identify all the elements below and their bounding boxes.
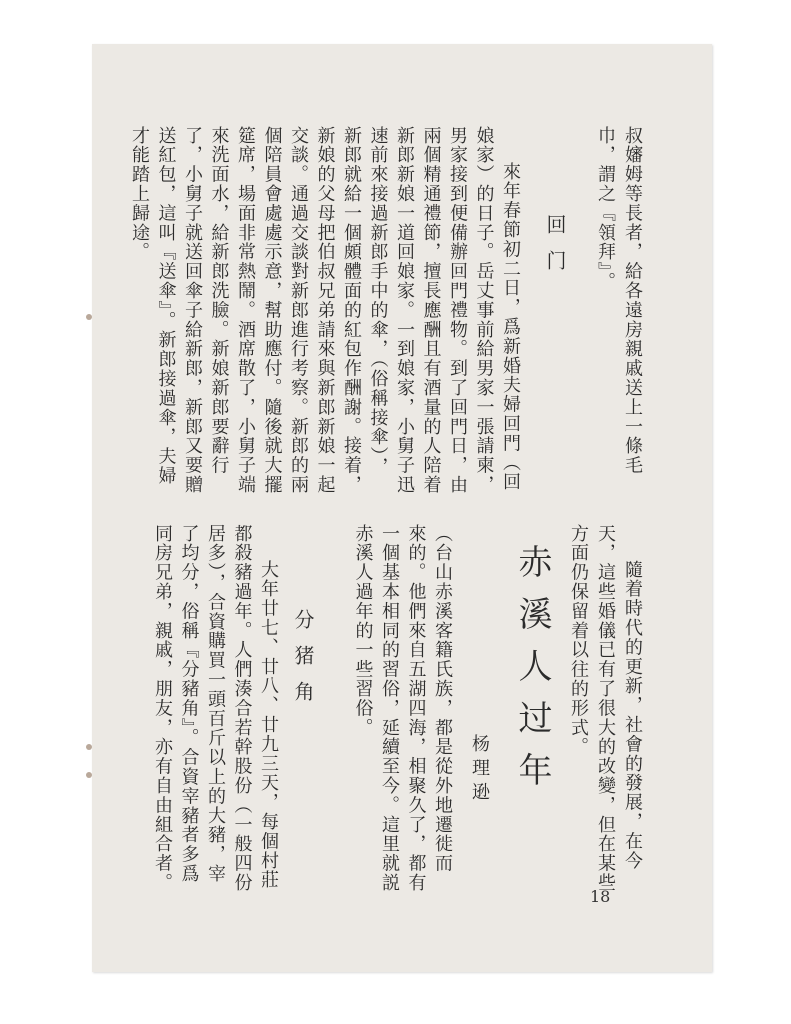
text-column: 叔嬸姆等長者，給各遠房親戚送上一條毛 — [622, 126, 643, 476]
text-column: 都殺豬過年。人們湊合若幹股份（一般四份 — [231, 524, 253, 893]
text-column: 筵席，場面非常熱鬧。酒席散了，小舅子端 — [235, 126, 256, 495]
binding-hole — [86, 314, 92, 320]
text-column: 了均分，俗稱『分豬角』。合資宰豬者多爲 — [178, 524, 200, 884]
text-column: 一個基本相同的習俗，延續至今。這里就説 — [379, 524, 400, 893]
section-title-huimen: 回门 — [543, 214, 567, 286]
text-column: 男家接到便備辦回門禮物。到了回門日，由 — [447, 126, 468, 495]
text-column: 來的。他們來自五湖四海，相聚久了，都有 — [405, 524, 427, 893]
text-column: 方面仍保留着以往的形式。 — [568, 524, 589, 757]
text-column: 新娘的父母把伯叔兄弟請來與新郎新娘一起 — [314, 126, 336, 495]
text-column: 兩個精通禮節，擅長應酬且有酒量的人陪着 — [420, 126, 442, 495]
text-column: 速前來接過新郎手中的傘，（俗稱接傘）， — [367, 126, 389, 477]
text-column: 同房兄弟，親戚，朋友，亦有自由組合者。 — [152, 524, 173, 893]
text-column: 娘家）的日子。岳丈事前給男家一張請柬， — [473, 126, 495, 495]
text-column: 新郎新娘一道回娘家。一到娘家，小舅子迅 — [394, 126, 415, 495]
document-page — [92, 44, 712, 972]
page-number: 18 — [590, 887, 611, 906]
binding-hole — [86, 744, 92, 750]
text-column: （台山赤溪客籍氏族，都是從外地遷徙而 — [432, 524, 453, 874]
text-column: 大年廿七、廿八、廿九三天，每個村莊 — [258, 560, 279, 890]
text-column: 送紅包，這叫『送傘』。新郎接過傘，夫婦 — [155, 126, 177, 486]
text-column: 交談。通過交談對新郎進行考察。新郎的兩 — [288, 126, 309, 495]
text-column: 天，這些婚儀已有了很大的改變，但在某些 — [595, 524, 616, 893]
binding-hole — [86, 772, 92, 778]
text-column: 隨着時代的更新，社會的發展，在今 — [622, 560, 643, 871]
text-column: 才能踏上歸途。 — [129, 126, 150, 262]
section-title-fenzhujiao: 分猪角 — [291, 609, 315, 717]
text-column: 新郎就給一個頗體面的紅包作酬謝。接着， — [341, 126, 362, 495]
text-column: 巾，謂之『領拜』。 — [595, 126, 616, 292]
text-column: 赤溪人過年的一些習俗。 — [352, 524, 374, 738]
text-column: 居多），合資購買一頭百斤以上的大豬，宰 — [205, 524, 226, 884]
text-column: 個陪員會處處示意，幫助應付。隨後就大擺 — [261, 126, 283, 495]
text-column: 了，小舅子就送回傘子給新郎，新郎又要贈 — [182, 126, 203, 495]
article-title: 赤溪人过年 — [512, 544, 552, 804]
article-author: 杨理逊 — [469, 734, 490, 806]
text-column: 來年春節初二日，爲新婚夫婦回門（回 — [500, 162, 521, 492]
text-column: 來洗面水，給新郎洗臉。新娘新郎要辭行 — [208, 126, 230, 476]
